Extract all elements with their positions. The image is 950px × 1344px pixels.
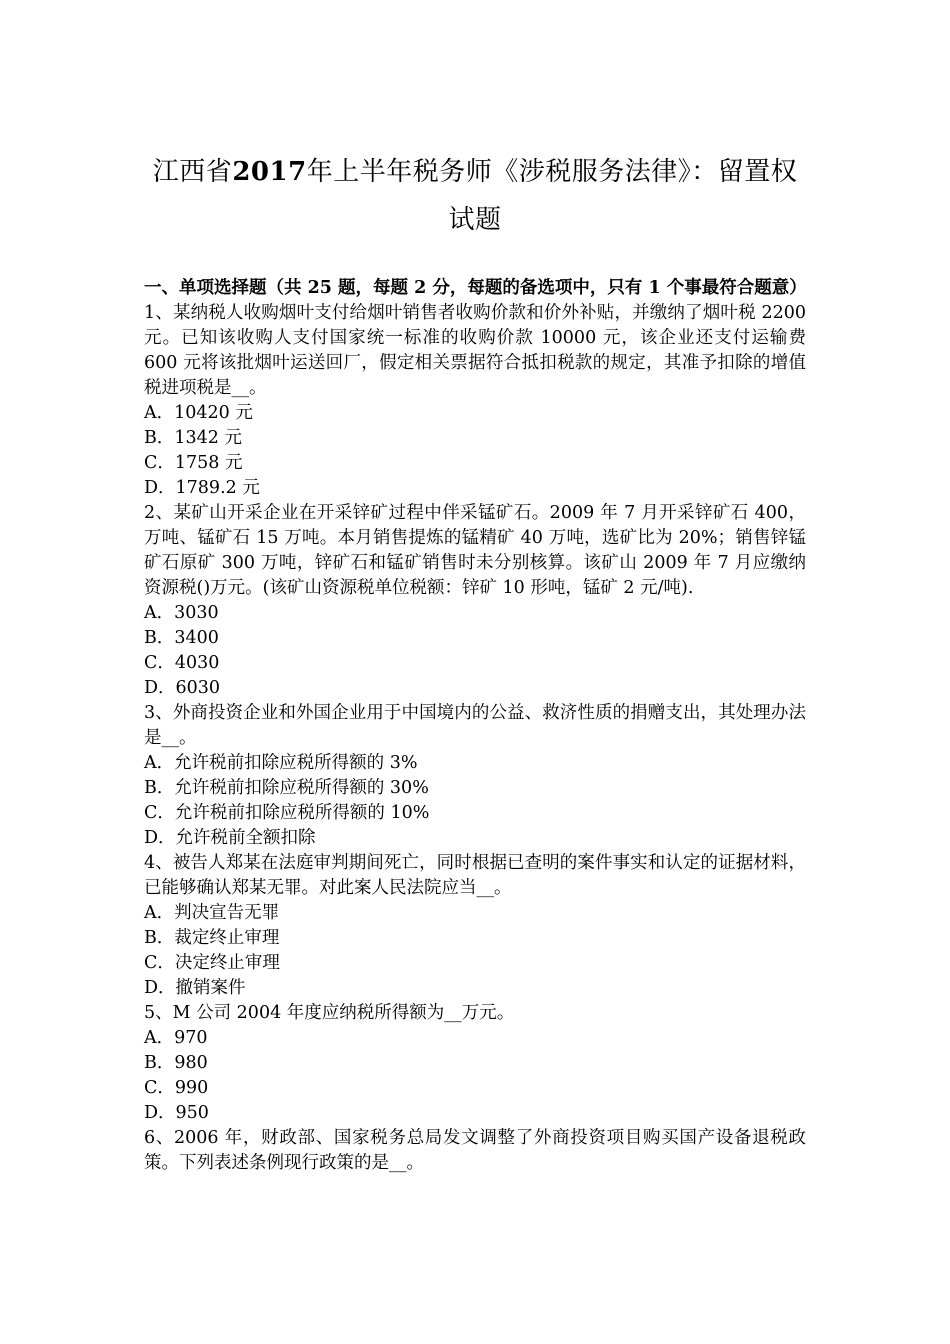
option-c: C．决定终止审理 — [144, 953, 280, 973]
question-2 — [144, 501, 806, 701]
question-stem: 5、M 公司 2004 年度应纳税所得额为__万元。 — [144, 1003, 515, 1023]
document-title — [144, 148, 806, 244]
question-3 — [144, 701, 806, 851]
option-b: B．允许税前扣除应税所得额的 30% — [144, 778, 429, 798]
option-a: A．970 — [144, 1028, 208, 1048]
option-b: B．3400 — [144, 628, 219, 648]
option-b: B．裁定终止审理 — [144, 928, 280, 948]
option-d: D．6030 — [144, 678, 221, 698]
option-a: A．10420 元 — [144, 403, 253, 423]
question-5 — [144, 1001, 806, 1126]
option-b: B．1342 元 — [144, 428, 242, 448]
option-d: D．1789.2 元 — [144, 478, 260, 498]
question-1 — [144, 301, 806, 501]
option-b: B．980 — [144, 1053, 208, 1073]
option-c: C．1758 元 — [144, 453, 243, 473]
option-a: A．3030 — [144, 603, 219, 623]
question-stem: 1、某纳税人收购烟叶支付给烟叶销售者收购价款和价外补贴，并缴纳了烟叶税 2200 元。已知该收购人支付国家统一标准的收购价款 10000 元，该企业还支付运输费 600 元将该批烟叶运送回厂，假定相关票据符合抵扣税款的规定，其准予扣除的增值税进项税是__。 — [144, 303, 806, 398]
section-heading: 一、单项选择题（共 25 题，每题 2 分，每题的备选项中，只有 1 个事最符合题意） — [144, 278, 807, 298]
title-prefix: 江西省 — [152, 157, 233, 187]
question-stem: 6、2006 年，财政部、国家税务总局发文调整了外商投资项目购买国产设备退税政策。下列表述条例现行政策的是__。 — [144, 1128, 806, 1173]
option-d: D．950 — [144, 1103, 209, 1123]
question-stem: 4、被告人郑某在法庭审判期间死亡，同时根据已查明的案件事实和认定的证据材料，已能够确认郑某无罪。对此案人民法院应当__。 — [144, 853, 806, 898]
option-c: C．允许税前扣除应税所得额的 10% — [144, 803, 430, 823]
option-c: C．990 — [144, 1078, 209, 1098]
question-6 — [144, 1126, 806, 1176]
option-a: A．判决宣告无罪 — [144, 903, 280, 923]
title-year: 2017 — [232, 157, 307, 187]
question-stem: 2、某矿山开采企业在开采锌矿过程中伴采锰矿石。2009 年 7 月开采锌矿石 400，万吨、锰矿石 15 万吨。本月销售提炼的锰精矿 40 万吨，选矿比为 20%；销售锌锰矿石原矿 300 万吨，锌矿石和锰矿销售时未分别核算。该矿山 2009 年 7 月应缴纳资源税()万元。(该矿山资源税单位税额：锌矿 10 形吨，锰矿 2 元/吨). — [144, 503, 806, 598]
option-d: D．允许税前全额扣除 — [144, 828, 316, 848]
question-stem: 3、外商投资企业和外国企业用于中国境内的公益、救济性质的捐赠支出，其处理办法是__。 — [144, 703, 806, 748]
title-suffix: 年上半年税务师《涉税服务法律》：留置权试题 — [306, 157, 798, 235]
question-4 — [144, 851, 806, 1001]
option-c: C．4030 — [144, 653, 220, 673]
option-d: D．撤销案件 — [144, 978, 246, 998]
document-body — [144, 276, 806, 1176]
option-a: A．允许税前扣除应税所得额的 3% — [144, 753, 418, 773]
